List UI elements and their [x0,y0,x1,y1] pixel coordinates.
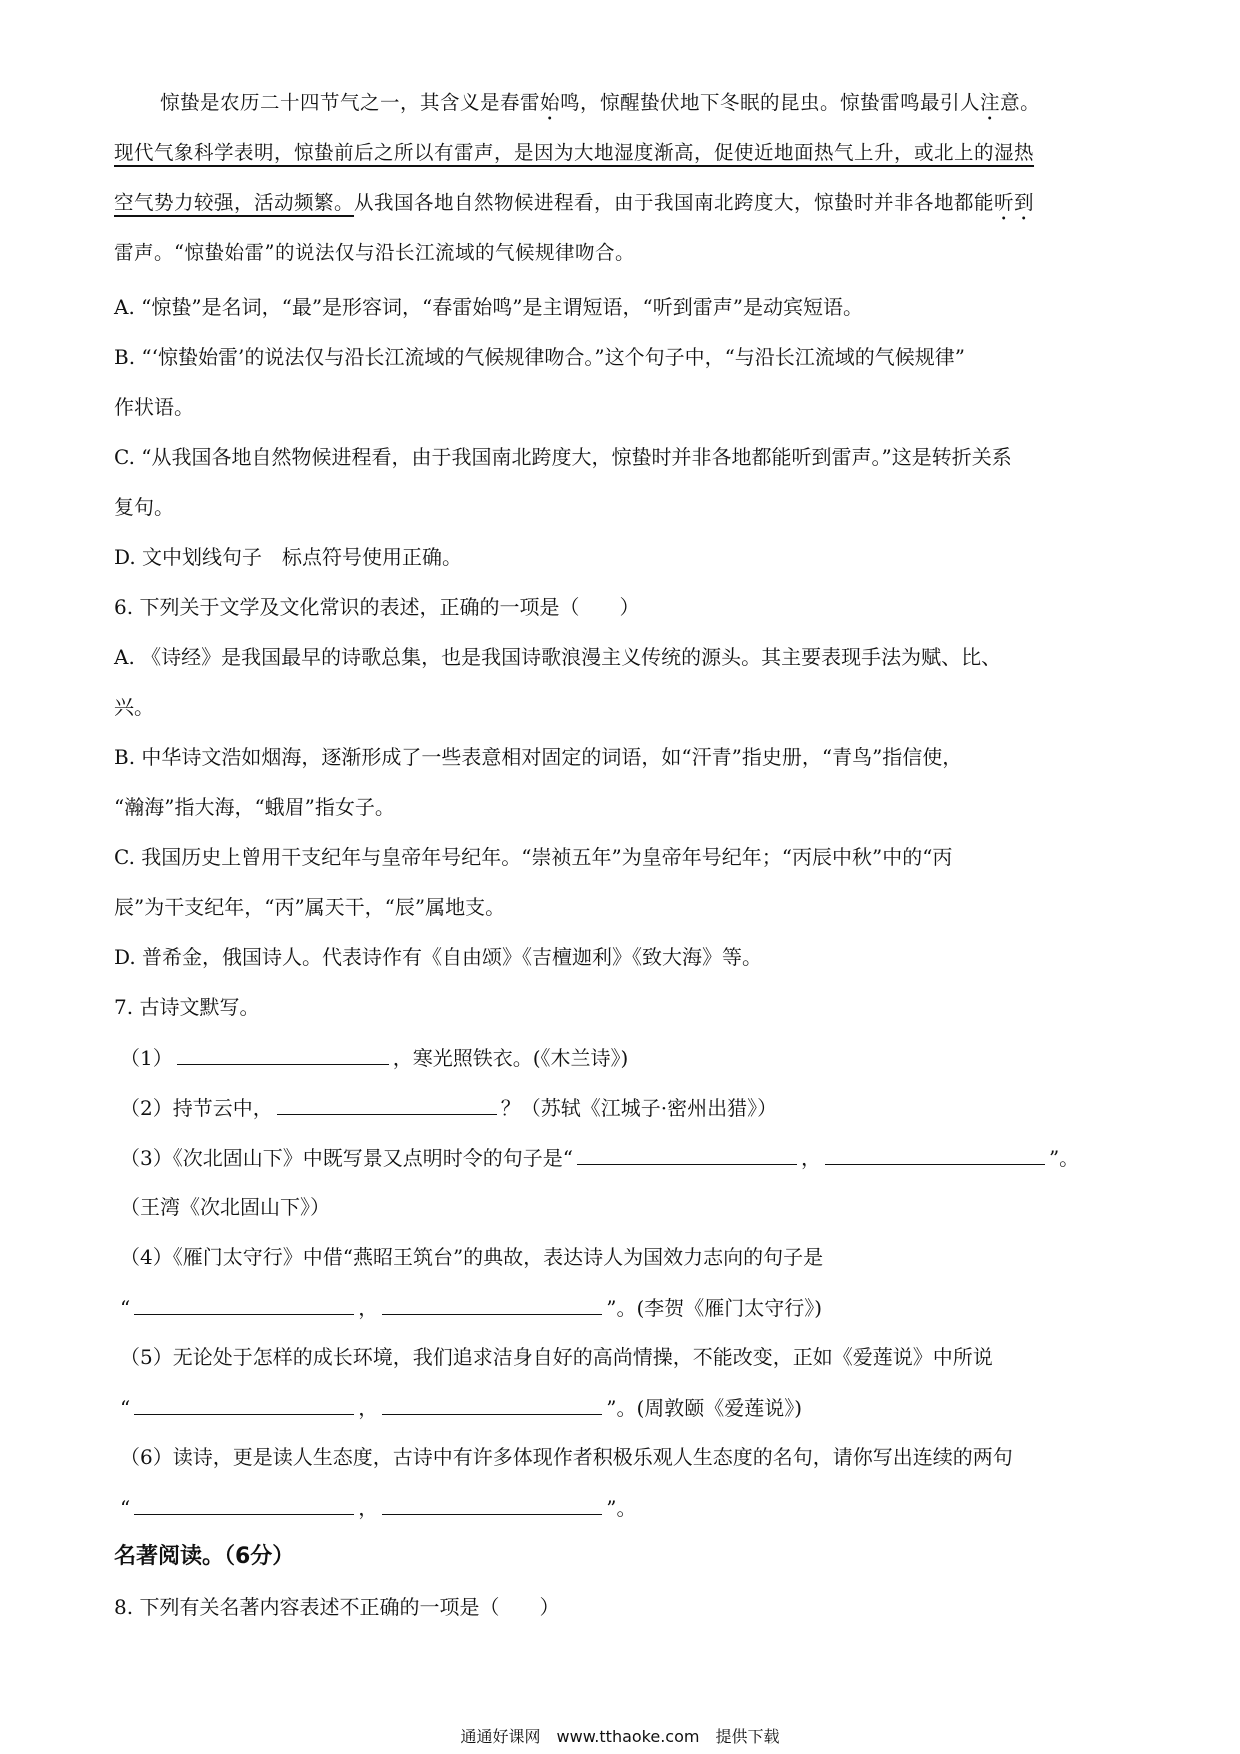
q6-option-a-cont: 兴。 [114,695,154,719]
q7-blank-1[interactable] [177,1042,389,1065]
q7-item-4-prefix: “ [120,1296,131,1320]
q7-item-3 [120,1142,1079,1173]
q7-blank-5a[interactable] [134,1392,354,1415]
passage-line-4 [114,238,635,268]
passage-text: 从我国各地自然物候进程看，由于我国南北跨度大，惊蛰时并非各地都能 [354,191,995,214]
q7-item-4-suffix: ”。(李贺《雁门太守行》) [606,1296,823,1320]
q7-item-3-source: （王湾《次北固山下》） [120,1195,330,1219]
section-title: 名著阅读。（6分） [114,1544,295,1569]
q6-stem: 6. 下列关于文学及文化常识的表述，正确的一项是（ ） [114,595,640,619]
q7-item-1-prefix: （1） [120,1046,173,1070]
q7-item-1 [120,1042,628,1073]
q8-stem: 8. 下列有关名著内容表述不正确的一项是（ ） [114,1595,560,1619]
q7-item-5-suffix: ”。(周敦颐《爱莲说》) [606,1396,803,1420]
passage-text: 意。 [1000,91,1041,114]
q7-item-6-sep: ， [358,1496,379,1520]
q7-item-3-sep: ， [800,1146,821,1170]
passage-emphasis: 注 [980,91,1001,114]
q6-option-a: A. 《诗经》是我国最早的诗歌总集，也是我国诗歌浪漫主义传统的源头。其主要表现手法为赋、比、 [114,645,1002,669]
q5-option-b: B. “‘惊蛰始雷’的说法仅与沿长江流域的气候规律吻合。”这个句子中，“与沿长江流域的气候规律” [114,345,966,369]
passage-line-2 [114,138,1034,168]
passage-text: 雷声。“惊蛰始雷”的说法仅与沿长江流域的气候规律吻合。 [114,241,635,264]
passage-underlined-sentence: 现代气象科学表明，惊蛰前后之所以有雷声，是因为大地湿度渐高，促使近地面热气上升，或北上的湿热 [114,141,1035,164]
passage-emphasis: 到 [1014,191,1035,214]
passage-line-1 [160,88,1040,125]
q7-blank-2[interactable] [277,1092,497,1115]
passage-line-3 [114,188,1034,225]
q7-item-2-prefix: （2）持节云中， [120,1096,273,1120]
q7-item-4-sep: ， [358,1296,379,1320]
q7-item-6-answer [120,1492,636,1523]
q6-option-b-cont: “瀚海”指大海，“蛾眉”指女子。 [114,795,395,819]
q7-blank-4a[interactable] [134,1292,354,1315]
q7-item-5-prefix: “ [120,1396,131,1420]
q5-option-c: C. “从我国各地自然物候进程看，由于我国南北跨度大，惊蛰时并非各地都能听到雷声。”这是转折关系 [114,445,1012,469]
passage-emphasis: 听 [994,191,1015,214]
q7-item-1-suffix: ，寒光照铁衣。(《木兰诗》) [392,1046,629,1070]
q7-item-6: （6）读诗，更是读人生态度，古诗中有许多体现作者积极乐观人生态度的名句，请你写出连续的两句 [120,1445,1013,1469]
q7-item-5: （5）无论处于怎样的成长环境，我们追求洁身自好的高尚情操，不能改变，正如《爱莲说》中所说 [120,1345,993,1369]
q7-blank-6b[interactable] [382,1492,602,1515]
q5-option-c-cont: 复句。 [114,495,174,519]
q7-blank-4b[interactable] [382,1292,602,1315]
q5-option-b-cont: 作状语。 [114,395,194,419]
passage-underlined-sentence: 空气势力较强，活动频繁。 [114,191,355,214]
passage-emphasis: 始 [540,91,561,114]
q6-option-c: C. 我国历史上曾用干支纪年与皇帝年号纪年。“崇祯五年”为皇帝年号纪年；“丙辰中秋”中的“丙 [114,845,953,869]
q7-item-5-answer [120,1392,802,1423]
q5-option-a: A. “惊蛰”是名词，“最”是形容词，“春雷始鸣”是主谓短语，“听到雷声”是动宾短语。 [114,295,863,319]
q7-blank-5b[interactable] [382,1392,602,1415]
passage-text: 鸣，惊醒蛰伏地下冬眠的昆虫。惊蛰雷鸣最引人 [560,91,981,114]
q7-blank-3a[interactable] [577,1142,797,1165]
q7-item-6-suffix: ”。 [606,1496,637,1520]
passage-text: 惊蛰是农历二十四节气之一，其含义是春雷 [160,91,541,114]
q7-blank-6a[interactable] [134,1492,354,1515]
q7-item-2-suffix: ？（苏轼《江城子·密州出猎》） [500,1096,778,1120]
q7-item-5-sep: ， [358,1396,379,1420]
q7-item-6-prefix: “ [120,1496,131,1520]
page-footer: 通通好课网 www.tthaoke.com 提供下载 [460,1727,780,1746]
q7-blank-3b[interactable] [825,1142,1045,1165]
q7-stem: 7. 古诗文默写。 [114,995,260,1019]
q7-item-3-prefix: （3）《次北固山下》中既写景又点明时令的句子是“ [120,1146,573,1170]
q6-option-c-cont: 辰”为干支纪年，“丙”属天干，“辰”属地支。 [114,895,506,919]
q7-item-4-answer [120,1292,822,1323]
q7-item-3-suffix: ”。 [1048,1146,1080,1170]
q6-option-d: D. 普希金，俄国诗人。代表诗作有《自由颂》《吉檀迦利》《致大海》等。 [114,945,763,969]
q7-item-2 [120,1092,777,1123]
q7-item-4: （4）《雁门太守行》中借“燕昭王筑台”的典故，表达诗人为国效力志向的句子是 [120,1245,824,1269]
q5-option-d: D. 文中划线句子 标点符号使用正确。 [114,545,463,569]
q6-option-b: B. 中华诗文浩如烟海，逐渐形成了一些表意相对固定的词语，如“汗青”指史册，“青鸟”指信使， [114,745,963,769]
